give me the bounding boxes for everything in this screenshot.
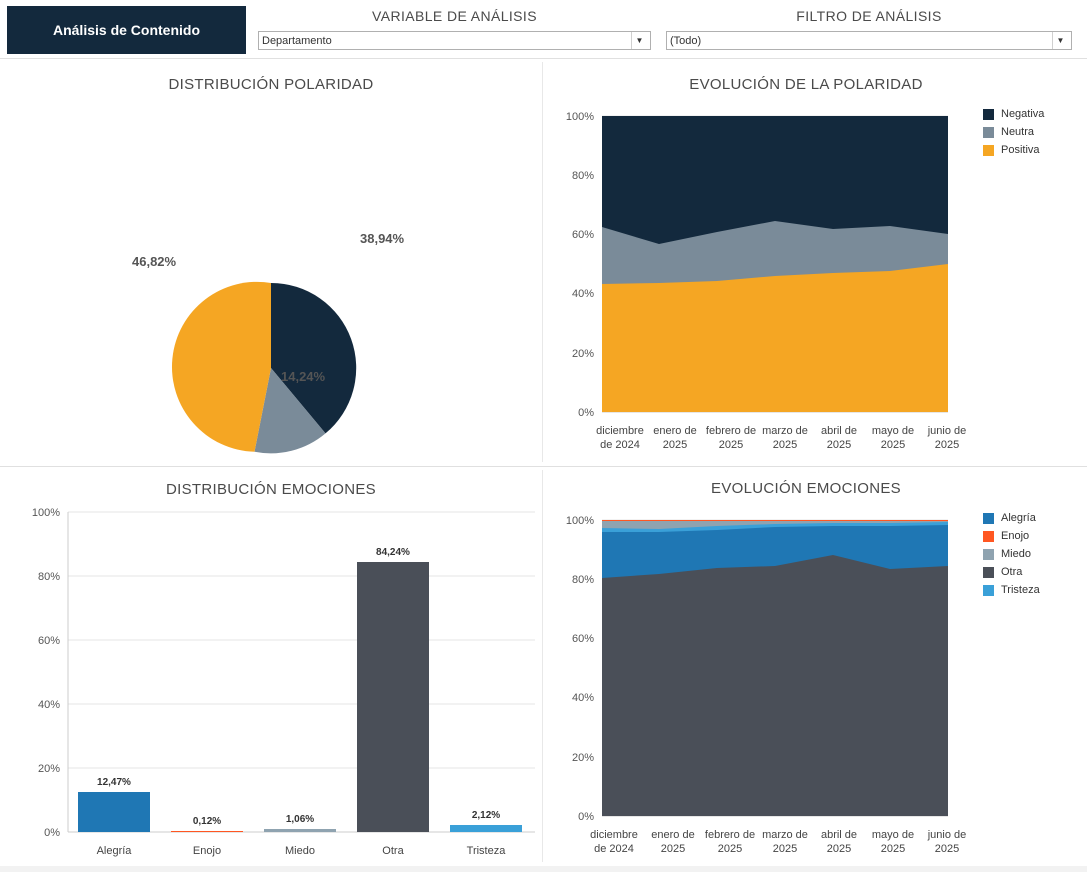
legend-item-tristeza[interactable] [983, 584, 1040, 596]
ytick: 80% [571, 574, 594, 586]
yaxis-distribucion-emociones [32, 507, 60, 839]
legend-swatch-miedo [983, 549, 994, 560]
xtick: 2025 [662, 439, 688, 451]
xtick: abril de [820, 425, 858, 437]
ytick: 60% [37, 635, 60, 647]
xtick: marzo de [762, 425, 808, 437]
xaxis-evolucion-polaridad [596, 425, 966, 451]
xtick-otra: Otra [382, 845, 404, 857]
pie-label-positiva: 46,82% [132, 254, 177, 269]
filter-control [666, 8, 1072, 50]
ytick: 20% [571, 348, 594, 360]
yaxis-evolucion-polaridad [566, 111, 594, 419]
bar-value-otra: 84,24% [376, 547, 410, 558]
legend-item-otra[interactable] [983, 566, 1040, 578]
variable-dropdown[interactable] [258, 31, 651, 50]
filter-label: FILTRO DE ANÁLISIS [796, 8, 942, 24]
xtick: diciembre [590, 829, 638, 841]
legend-item-positiva[interactable] [983, 144, 1044, 156]
xtick: 2025 [934, 843, 960, 855]
ytick: 0% [44, 827, 60, 839]
xtick-tristeza: Tristeza [466, 845, 506, 857]
xtick: junio de [927, 425, 967, 437]
ytick: 0% [578, 407, 594, 419]
legend-item-neutra[interactable] [983, 126, 1044, 138]
legend-swatch-alegria [983, 513, 994, 524]
legend-item-miedo[interactable] [983, 548, 1040, 560]
legend-label-positiva: Positiva [1001, 144, 1040, 156]
xtick: 2025 [660, 843, 686, 855]
xtick: marzo de [762, 829, 808, 841]
tab-analisis-de-contenido[interactable] [7, 6, 246, 54]
ytick: 0% [578, 811, 594, 823]
xtick: febrero de [705, 425, 757, 437]
pie-slice-positiva[interactable] [172, 282, 271, 452]
variable-label: VARIABLE DE ANÁLISIS [372, 8, 537, 24]
filter-dropdown-value: (Todo) [670, 34, 702, 47]
xtick: 2025 [880, 439, 906, 451]
panel-title-distribucion-polaridad: DISTRIBUCIÓN POLARIDAD [168, 76, 374, 93]
xtick: 2025 [772, 843, 798, 855]
ytick: 60% [571, 633, 594, 645]
xtick: diciembre [596, 425, 644, 437]
xtick: mayo de [871, 829, 915, 841]
bar-value-enojo: 0,12% [192, 816, 222, 827]
xtick: 2025 [718, 439, 744, 451]
xtick-enojo: Enojo [192, 845, 222, 857]
bar-value-miedo: 1,06% [285, 814, 315, 825]
chevron-down-icon[interactable]: ▼ [631, 32, 647, 49]
xaxis-evolucion-emociones [590, 829, 966, 855]
xtick: enero de [651, 829, 695, 841]
legend-item-alegria[interactable] [983, 512, 1040, 524]
bar-otra[interactable] [357, 562, 429, 832]
legend-item-enojo[interactable] [983, 530, 1040, 542]
ytick: 40% [37, 699, 60, 711]
xtick: abril de [820, 829, 858, 841]
bar-alegria[interactable] [78, 792, 150, 832]
legend-swatch-neutra [983, 127, 994, 138]
xaxis-distribucion-emociones [97, 845, 507, 857]
chart-distribucion-emociones [0, 502, 542, 867]
header-divider [0, 58, 1087, 59]
area-positiva[interactable] [602, 264, 948, 412]
xtick: 2025 [826, 439, 852, 451]
ytick: 60% [571, 229, 594, 241]
ytick: 20% [571, 752, 594, 764]
chevron-down-icon[interactable]: ▼ [1052, 32, 1068, 49]
bar-value-alegria: 12,47% [97, 777, 131, 788]
legend-label-negativa: Negativa [1001, 108, 1045, 120]
panel-title-evolucion-polaridad: EVOLUCIÓN DE LA POLARIDAD [689, 76, 923, 93]
xtick: 2025 [772, 439, 798, 451]
xtick: mayo de [871, 425, 915, 437]
bar-miedo[interactable] [264, 829, 336, 832]
ytick: 80% [37, 571, 60, 583]
legend-item-negativa[interactable] [983, 108, 1044, 120]
bar-value-tristeza: 2,12% [471, 810, 501, 821]
area-otra[interactable] [602, 555, 948, 816]
legend-label-otra: Otra [1001, 566, 1023, 578]
legend-label-alegria: Alegría [1001, 512, 1036, 524]
filter-dropdown[interactable] [666, 31, 1072, 50]
legend-swatch-enojo [983, 531, 994, 542]
xtick: de 2024 [594, 843, 634, 855]
legend-label-miedo: Miedo [1001, 548, 1031, 560]
variable-control [258, 8, 651, 50]
panel-title-evolucion-emociones: EVOLUCIÓN EMOCIONES [711, 480, 901, 497]
middle-divider [0, 466, 1087, 467]
pie-label-neutra: 14,24% [281, 369, 326, 384]
legend-swatch-tristeza [983, 585, 994, 596]
legend-evolucion-emociones [983, 512, 1040, 602]
header-bar [0, 0, 1087, 58]
xtick: 2025 [934, 439, 960, 451]
ytick: 80% [571, 170, 594, 182]
bar-enojo[interactable] [171, 831, 243, 832]
tab-label: Análisis de Contenido [52, 22, 200, 38]
gridlines-distribucion-emociones [68, 512, 535, 832]
bottom-strip [0, 866, 1087, 872]
xtick: enero de [653, 425, 697, 437]
legend-swatch-negativa [983, 109, 994, 120]
xtick: 2025 [826, 843, 852, 855]
variable-dropdown-value: Departamento [262, 34, 332, 47]
legend-label-tristeza: Tristeza [1001, 584, 1040, 596]
yaxis-evolucion-emociones [566, 515, 594, 823]
pie-label-negativa: 38,94% [360, 231, 405, 246]
legend-label-enojo: Enojo [1001, 530, 1030, 542]
legend-swatch-positiva [983, 145, 994, 156]
legend-swatch-otra [983, 567, 994, 578]
ytick: 40% [571, 288, 594, 300]
ytick: 100% [565, 515, 594, 527]
xtick: 2025 [717, 843, 743, 855]
panel-title-distribucion-emociones: DISTRIBUCIÓN EMOCIONES [166, 481, 376, 498]
xtick: junio de [927, 829, 967, 841]
xtick-miedo: Miedo [285, 845, 315, 857]
bar-tristeza[interactable] [450, 825, 522, 832]
xtick: de 2024 [600, 439, 640, 451]
legend-evolucion-polaridad [983, 108, 1044, 162]
ytick: 40% [571, 692, 594, 704]
legend-label-neutra: Neutra [1001, 126, 1035, 138]
xtick-alegria: Alegría [96, 845, 132, 857]
xtick: febrero de [704, 829, 756, 841]
xtick: 2025 [880, 843, 906, 855]
ytick: 100% [31, 507, 60, 519]
ytick: 20% [37, 763, 60, 775]
chart-distribucion-polaridad [0, 96, 542, 466]
ytick: 100% [565, 111, 594, 123]
